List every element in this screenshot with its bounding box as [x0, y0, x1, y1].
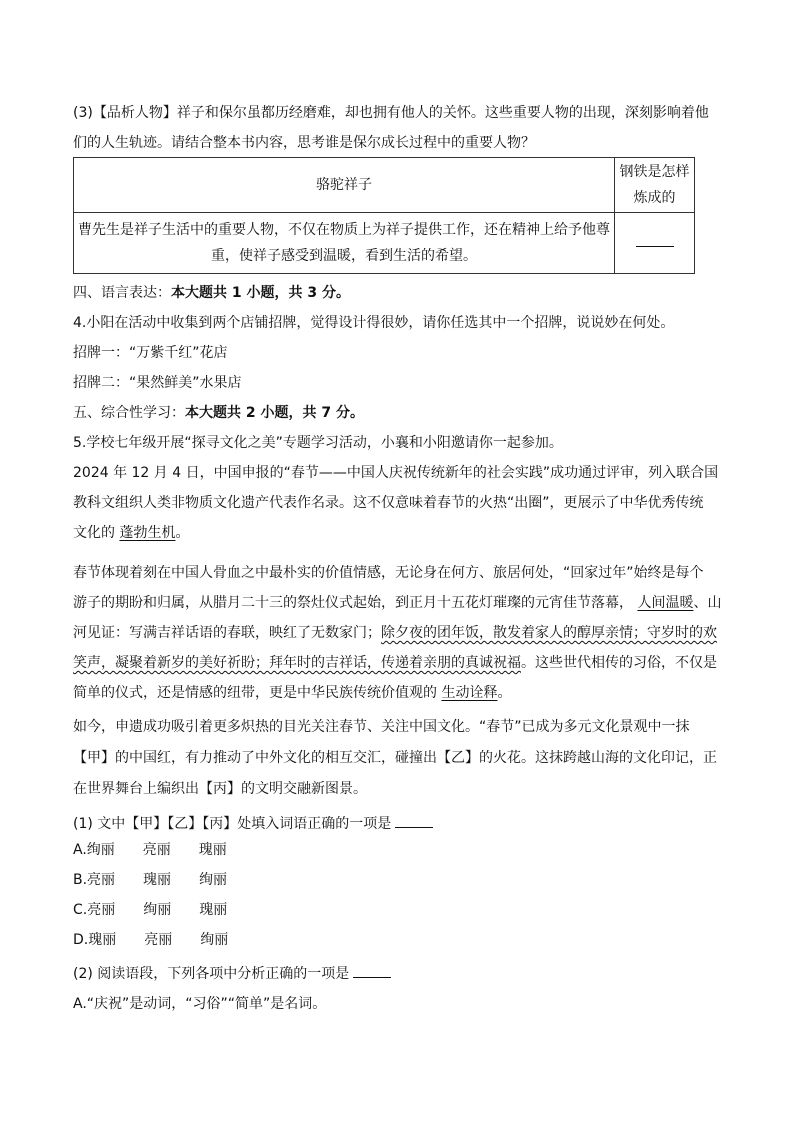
sub-question-1-text: (1) 文中【甲】【乙】【丙】处填入词语正确的一项是 [73, 816, 392, 832]
section4-heading [73, 283, 350, 303]
q3-prompt-line2: 们的人生轨迹。请结合整本书内容，思考谁是保尔成长过程中的重要人物？ [73, 135, 535, 151]
underlined-phrase-interpretation: 生动诠释 [441, 685, 498, 701]
comparison-table [73, 157, 695, 274]
table-cell-line1: 曹先生是祥子生活中的重要人物，不仅在物质上为祥子提供工作，还在精神上给予他尊 [78, 222, 610, 238]
text-span: 河见证：写满吉祥话语的春联，映红了无数家门； [73, 625, 381, 641]
sub1-option-c: C.亮丽 绚丽 瑰丽 [73, 902, 228, 918]
table-header-steel-line2: 炼成的 [633, 190, 676, 206]
text-span: 简单的仪式，还是情感的纽带，更是中华民族传统价值观的 [73, 685, 442, 701]
table-cell-pavel-answer-blank[interactable] [615, 213, 695, 274]
text-span: 。 [497, 685, 512, 701]
sign-one: 招牌一：“万紫千红”花店 [73, 345, 228, 361]
underlined-phrase-vitality: 蓬勃生机 [119, 525, 176, 541]
section5-heading-score: 本大题共 2 小题，共 7 分。 [185, 405, 364, 421]
passage-p2-line4 [73, 653, 717, 673]
passage-p1-line1: 2024 年 12 月 4 日，中国申报的“春节——中国人庆祝传统新年的社会实践”成功通过评审，列入联合国 [73, 465, 719, 481]
passage-p2-line5 [73, 683, 511, 703]
passage-p3-line2: 【甲】的中国红，有力推动了中外文化的相互交汇，碰撞出【乙】的火花。这抹跨越山海的文化印记，正 [73, 750, 717, 766]
q4-prompt: 4.小阳在活动中收集到两个店铺招牌，觉得设计得很妙，请你任选其中一个招牌，说说妙在何处。 [73, 315, 675, 331]
text-span: 。 [175, 525, 190, 541]
q5-prompt: 5.学校七年级开展“探寻文化之美”专题学习活动，小襄和小阳邀请你一起参加。 [73, 435, 563, 451]
passage-p2-line2 [73, 593, 721, 613]
text-span: 游子的期盼和归属，从腊月二十三的祭灶仪式起始，到正月十五花灯璀璨的元宵佳节落幕， [73, 595, 638, 611]
sub-question-2 [73, 963, 391, 984]
passage-p1-line3 [73, 523, 189, 543]
answer-blank[interactable] [353, 963, 391, 978]
sub1-option-a: A.绚丽 亮丽 瑰丽 [73, 842, 227, 858]
passage-p3-line1: 如今，申遗成功吸引着更多炽热的目光关注春节、关注中国文化。“春节”已成为多元文化景观中一抹 [73, 719, 690, 735]
q3-prompt-line1: (3)【品析人物】祥子和保尔虽都历经磨难，却也拥有他人的关怀。这些重要人物的出现，深刻影响着他 [73, 105, 709, 121]
section4-heading-prefix: 四、语言表达： [73, 285, 171, 301]
section4-heading-score: 本大题共 1 小题，共 3 分。 [171, 285, 350, 301]
passage-p3-line3: 在世界舞台上编织出【丙】的文明交融新图景。 [73, 781, 367, 797]
table-cell-xiangzi-answer [74, 213, 615, 274]
table-header-steel [615, 158, 695, 213]
underlined-phrase-warmth: 人间温暖 [637, 595, 694, 611]
sub-question-1 [73, 813, 433, 834]
sign-two: 招牌二：“果然鲜美”水果店 [73, 375, 242, 391]
sub2-option-a: A.“庆祝”是动词，“习俗”“简单”是名词。 [73, 996, 327, 1012]
sub1-option-d: D.瑰丽 亮丽 绚丽 [73, 932, 229, 948]
table-cell-line2: 重，使祥子感受到温暖，看到生活的希望。 [211, 248, 477, 264]
table-header-steel-line1: 钢铁是怎样 [619, 164, 690, 180]
wavy-underlined-sentence: 除夕夜的团年饭，散发着家人的醇厚亲情；守岁时的欢 [381, 625, 717, 641]
passage-p1-line2: 教科文组织人类非物质文化遗产代表作名录。这不仅意味着春节的火热“出圈”，更展示了中华优秀传统 [73, 495, 704, 511]
sub-question-2-text: (2) 阅读语段，下列各项中分析正确的一项是 [73, 966, 350, 982]
table-header-camel-xiangzi: 骆驼祥子 [74, 158, 615, 213]
passage-p2-line1: 春节体现着刻在中国人骨血之中最朴实的价值情感，无论身在何方、旅居何处，“回家过年”始终是每个 [73, 565, 704, 581]
answer-blank[interactable] [636, 232, 674, 247]
wavy-underlined-sentence: 笑声，凝聚着新岁的美好祈盼；拜年时的吉祥话，传递着亲朋的真诚祝福 [73, 655, 521, 671]
answer-blank[interactable] [395, 813, 433, 828]
section5-heading [73, 403, 364, 423]
sub1-option-b: B.亮丽 瑰丽 绚丽 [73, 872, 228, 888]
section5-heading-prefix: 五、综合性学习： [73, 405, 185, 421]
text-span: 、山 [693, 595, 722, 611]
text-span: 。这些世代相传的习俗，不仅是 [521, 655, 717, 671]
passage-p2-line3 [73, 623, 717, 643]
text-span: 文化的 [73, 525, 120, 541]
